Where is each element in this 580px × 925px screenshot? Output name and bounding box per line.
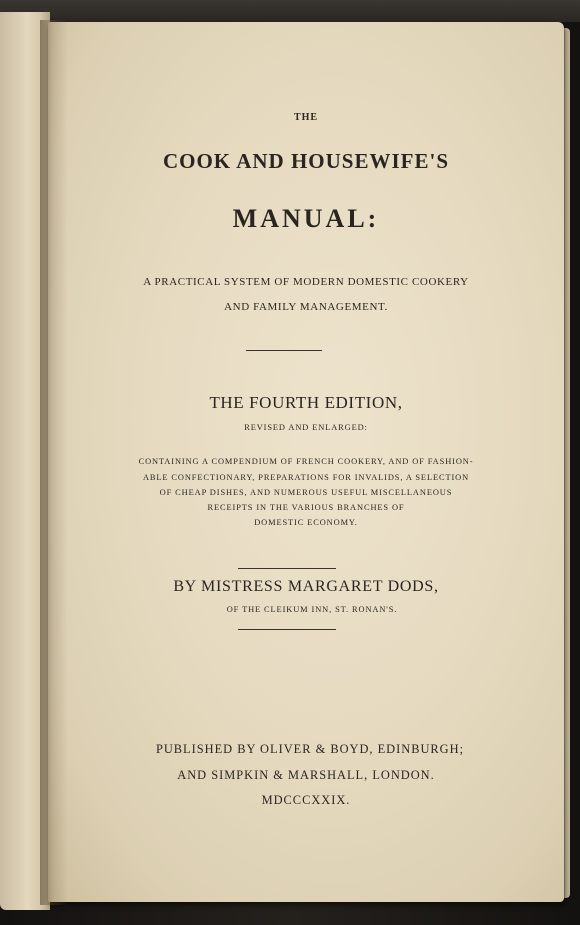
facing-page (0, 12, 50, 910)
title-article: THE (293, 112, 319, 123)
divider-rule-3 (238, 629, 336, 630)
contents-line-2: ABLE CONFECTIONARY, PREPARATIONS FOR INVALIDS, A SELECTION (142, 473, 470, 482)
contents-line-4: RECEIPTS IN THE VARIOUS BRANCHES OF (207, 503, 405, 512)
book-cover-edge (0, 0, 580, 22)
publication-year: MDCCCXXIX. (261, 793, 351, 807)
divider-rule-2 (238, 568, 336, 569)
imprint-line-1: PUBLISHED BY OLIVER & BOYD, EDINBURGH; (155, 742, 465, 756)
subtitle-line-2: AND FAMILY MANAGEMENT. (224, 301, 388, 313)
edition-note: REVISED AND ENLARGED: (244, 423, 368, 432)
contents-line-1: CONTAINING A COMPENDIUM OF FRENCH COOKERY, AND OF FASHION- (138, 457, 474, 466)
contents-line-3: OF CHEAP DISHES, AND NUMEROUS USEFUL MISCELLANEOUS (159, 488, 453, 497)
author-line: BY MISTRESS MARGARET DODS, (173, 578, 439, 595)
edition-heading: THE FOURTH EDITION, (209, 393, 403, 412)
subtitle-line-1: A PRACTICAL SYSTEM OF MODERN DOMESTIC COOKERY (143, 276, 469, 288)
divider-rule-1 (246, 350, 322, 351)
title-line-1: COOK AND HOUSEWIFE'S (162, 149, 450, 173)
title-page (48, 22, 564, 902)
title-line-2: MANUAL: (232, 204, 380, 233)
imprint-line-2: AND SIMPKIN & MARSHALL, LONDON. (177, 768, 435, 782)
contents-line-5: DOMESTIC ECONOMY. (254, 518, 358, 527)
author-place: OF THE CLEIKUM INN, ST. RONAN'S. (226, 605, 398, 614)
